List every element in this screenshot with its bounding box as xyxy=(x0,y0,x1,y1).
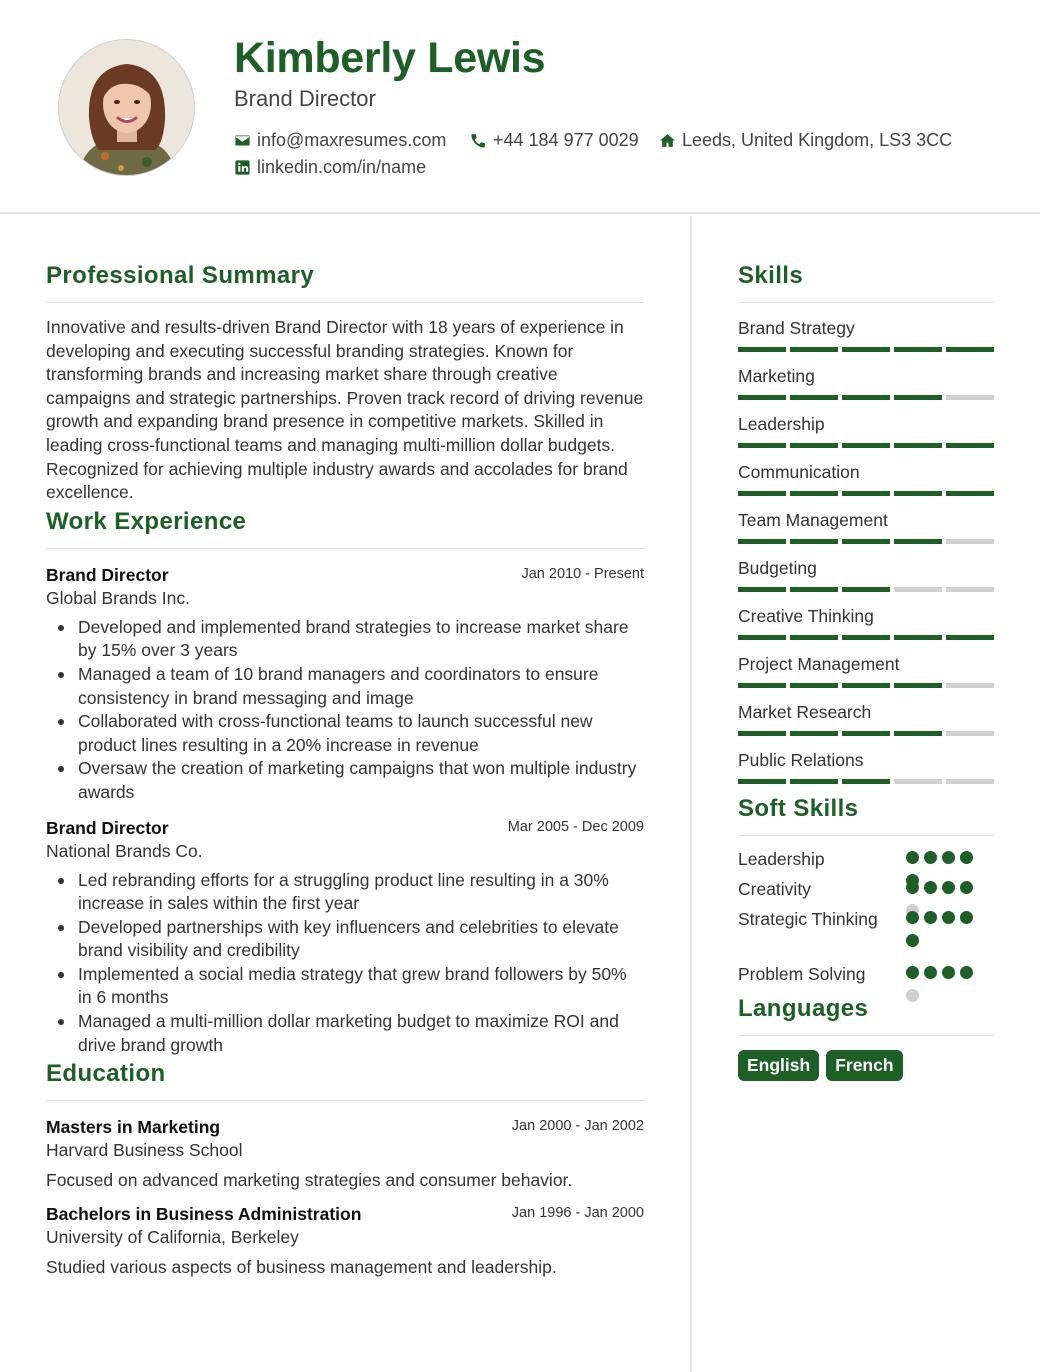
contact-phone[interactable] xyxy=(470,129,639,151)
skill-level-segment xyxy=(842,491,890,496)
skill-item xyxy=(738,413,994,448)
skill-level-bar xyxy=(738,491,994,496)
rating-dot xyxy=(924,911,937,924)
skill-level-segment xyxy=(894,635,942,640)
skill-level-segment xyxy=(946,395,994,400)
job-bullet: Developed and implemented brand strategies to increase market share by 15% over 3 years xyxy=(46,616,644,663)
main-column xyxy=(46,216,644,1279)
rating-dot xyxy=(906,911,919,924)
rating-dot xyxy=(942,851,955,864)
job-date: Jan 2010 - Present xyxy=(521,565,644,582)
job-entry xyxy=(46,564,644,805)
skill-level-segment xyxy=(946,539,994,544)
skill-item xyxy=(738,509,994,544)
skill-level-segment xyxy=(790,491,838,496)
rating-dot xyxy=(960,851,973,864)
rating-dot xyxy=(960,966,973,979)
education-entry xyxy=(46,1203,644,1279)
skill-level-segment xyxy=(842,731,890,736)
contact-phone-text: +44 184 977 0029 xyxy=(493,130,639,150)
soft-skill-name: Problem Solving xyxy=(738,964,866,984)
job-company: Global Brands Inc. xyxy=(46,587,190,608)
soft-skill-name: Strategic Thinking xyxy=(738,909,878,929)
skill-level-segment xyxy=(790,395,838,400)
skill-level-segment xyxy=(842,539,890,544)
rating-dot xyxy=(906,934,919,947)
skill-level-segment xyxy=(738,443,786,448)
skill-level-segment xyxy=(894,587,942,592)
skill-level-segment xyxy=(894,443,942,448)
skill-level-segment xyxy=(738,779,786,784)
rating-dot xyxy=(924,851,937,864)
education-date: Jan 1996 - Jan 2000 xyxy=(511,1205,644,1222)
skill-item xyxy=(738,461,994,496)
skill-level-segment xyxy=(842,587,890,592)
summary-text: Innovative and results-driven Brand Director with 18 years of experience in developing and executing successful branding strategies. Known for transforming brands and increasing market share through creative campaigns and strategic partnerships. Proven track record of driving revenue growth and expanding brand presence in competitive markets. Skilled in leading cross-functional teams and managing multi-million dollar budgets. Recognized for achieving multiple industry awards and accolades for brand excellence. xyxy=(46,317,644,503)
language-tag: French xyxy=(826,1050,902,1081)
contact-location-text: Leeds, United Kingdom, LS3 3CC xyxy=(682,130,953,150)
skills-title: Skills xyxy=(738,262,804,289)
skill-level-segment xyxy=(790,347,838,352)
skill-level-segment xyxy=(738,539,786,544)
skill-level-segment xyxy=(946,491,994,496)
soft-skill-item xyxy=(738,847,994,877)
soft-skills-section xyxy=(738,794,994,992)
section-rule xyxy=(738,302,994,303)
skill-name: Brand Strategy xyxy=(738,318,855,338)
skill-level-segment xyxy=(894,731,942,736)
skill-name: Communication xyxy=(738,462,860,482)
skill-level-segment xyxy=(946,587,994,592)
language-tag: English xyxy=(738,1050,819,1081)
education-description: Studied various aspects of business management and leadership. xyxy=(46,1257,557,1278)
skill-level-bar xyxy=(738,587,994,592)
rating-dot xyxy=(924,966,937,979)
skill-level-segment xyxy=(894,347,942,352)
languages-list xyxy=(738,1050,994,1081)
section-rule xyxy=(738,1035,994,1036)
job-bullet: Oversaw the creation of marketing campaigns that won multiple industry awards xyxy=(46,757,644,804)
skill-level-segment xyxy=(738,491,786,496)
rating-dot xyxy=(906,881,919,894)
education-date: Jan 2000 - Jan 2002 xyxy=(511,1118,644,1135)
skill-level-bar xyxy=(738,539,994,544)
skill-name: Project Management xyxy=(738,654,900,674)
experience-section xyxy=(46,507,644,1058)
summary-title: Professional Summary xyxy=(46,262,315,289)
skill-level-segment xyxy=(842,683,890,688)
contact-email[interactable] xyxy=(234,129,446,151)
skill-item xyxy=(738,605,994,640)
education-entry xyxy=(46,1116,644,1192)
languages-title: Languages xyxy=(738,995,869,1022)
skill-level-segment xyxy=(738,731,786,736)
soft-skills-list xyxy=(738,847,994,992)
job-bullet: Led rebranding efforts for a struggling product line resulting in a 30% increase in sales within the first year xyxy=(46,869,644,916)
column-divider xyxy=(690,216,692,1372)
skill-level-segment xyxy=(790,731,838,736)
skill-level-segment xyxy=(790,779,838,784)
skill-level-segment xyxy=(842,347,890,352)
skill-level-segment xyxy=(894,395,942,400)
skill-level-segment xyxy=(738,347,786,352)
skill-name: Team Management xyxy=(738,510,888,530)
education-title: Education xyxy=(46,1060,166,1088)
skill-name: Budgeting xyxy=(738,558,817,578)
skill-level-bar xyxy=(738,683,994,688)
skill-level-segment xyxy=(946,683,994,688)
skill-level-bar xyxy=(738,779,994,784)
contact-linkedin[interactable] xyxy=(234,156,426,178)
contact-linkedin-text: linkedin.com/in/name xyxy=(257,157,427,177)
skill-level-bar xyxy=(738,395,994,400)
sidebar-column xyxy=(738,216,994,1081)
skill-item xyxy=(738,557,994,592)
linkedin-icon xyxy=(234,159,251,176)
skill-level-segment xyxy=(790,683,838,688)
skill-name: Market Research xyxy=(738,702,872,722)
skill-level-bar xyxy=(738,443,994,448)
skill-level-bar xyxy=(738,731,994,736)
rating-dot xyxy=(960,881,973,894)
section-rule xyxy=(46,548,644,549)
skill-name: Leadership xyxy=(738,414,825,434)
job-bullets xyxy=(46,616,644,805)
skill-item xyxy=(738,653,994,688)
section-rule xyxy=(738,835,994,836)
skill-level-segment xyxy=(790,539,838,544)
skill-level-segment xyxy=(946,779,994,784)
skill-level-segment xyxy=(946,731,994,736)
envelope-icon xyxy=(234,132,251,149)
job-bullet: Implemented a social media strategy that grew brand followers by 50% in 6 months xyxy=(46,963,644,1010)
school-name: University of California, Berkeley xyxy=(46,1227,299,1248)
skill-item xyxy=(738,365,994,400)
skill-level-segment xyxy=(738,395,786,400)
skill-item xyxy=(738,317,994,352)
skill-level-segment xyxy=(842,779,890,784)
soft-skills-title: Soft Skills xyxy=(738,795,859,822)
home-icon xyxy=(659,132,676,149)
skill-level-bar xyxy=(738,635,994,640)
skill-level-segment xyxy=(738,587,786,592)
skills-list xyxy=(738,317,994,784)
rating-dot xyxy=(942,911,955,924)
skill-item xyxy=(738,701,994,736)
skill-level-segment xyxy=(894,539,942,544)
skill-level-segment xyxy=(790,635,838,640)
section-rule xyxy=(46,302,644,303)
degree-title: Bachelors in Business Administration xyxy=(46,1204,362,1225)
job-company: National Brands Co. xyxy=(46,840,203,861)
soft-skill-item xyxy=(738,877,994,907)
resume-header xyxy=(0,0,1040,214)
skill-item xyxy=(738,749,994,784)
skill-name: Marketing xyxy=(738,366,815,386)
phone-icon xyxy=(470,132,487,149)
job-date: Mar 2005 - Dec 2009 xyxy=(507,818,644,835)
skill-level-segment xyxy=(894,491,942,496)
skill-level-segment xyxy=(946,635,994,640)
degree-title: Masters in Marketing xyxy=(46,1117,221,1138)
skill-name: Public Relations xyxy=(738,750,864,770)
skill-name: Creative Thinking xyxy=(738,606,874,626)
skill-level-segment xyxy=(894,779,942,784)
school-name: Harvard Business School xyxy=(46,1140,243,1161)
rating-dot xyxy=(906,851,919,864)
soft-skill-item xyxy=(738,907,994,962)
skill-level-segment xyxy=(738,635,786,640)
job-bullet: Developed partnerships with key influencers and celebrities to elevate brand visibility and credibility xyxy=(46,916,644,963)
soft-skill-rating xyxy=(906,911,986,957)
soft-skill-rating xyxy=(906,966,986,1012)
rating-dot xyxy=(924,881,937,894)
skill-level-segment xyxy=(790,587,838,592)
skill-level-segment xyxy=(946,443,994,448)
skill-level-segment xyxy=(842,635,890,640)
job-entry xyxy=(46,817,644,1058)
skills-section xyxy=(738,261,994,784)
job-bullet: Managed a multi-million dollar marketing budget to maximize ROI and drive brand growth xyxy=(46,1010,644,1057)
skill-level-bar xyxy=(738,347,994,352)
soft-skill-name: Creativity xyxy=(738,879,811,899)
skill-level-segment xyxy=(842,443,890,448)
experience-title: Work Experience xyxy=(46,507,247,535)
rating-dot xyxy=(906,989,919,1002)
skill-level-segment xyxy=(894,683,942,688)
candidate-role: Brand Director xyxy=(234,86,376,111)
section-rule xyxy=(46,1100,644,1101)
rating-dot xyxy=(906,966,919,979)
candidate-name: Kimberly Lewis xyxy=(234,34,546,82)
skill-level-segment xyxy=(738,683,786,688)
skill-level-segment xyxy=(946,347,994,352)
job-bullet: Managed a team of 10 brand managers and coordinators to ensure consistency in brand messaging and image xyxy=(46,663,644,710)
summary-section xyxy=(46,261,644,505)
job-bullet: Collaborated with cross-functional teams to launch successful new product lines resulting in a 20% increase in revenue xyxy=(46,710,644,757)
job-bullets xyxy=(46,869,644,1058)
job-title: Brand Director xyxy=(46,817,169,838)
rating-dot xyxy=(942,966,955,979)
skill-level-segment xyxy=(842,395,890,400)
rating-dot xyxy=(960,911,973,924)
education-section xyxy=(46,1059,644,1279)
skill-level-segment xyxy=(790,443,838,448)
contact-email-text: info@maxresumes.com xyxy=(257,130,447,150)
contact-location xyxy=(659,129,952,151)
job-title: Brand Director xyxy=(46,564,169,585)
soft-skill-name: Leadership xyxy=(738,849,825,869)
education-description: Focused on advanced marketing strategies and consumer behavior. xyxy=(46,1170,573,1191)
rating-dot xyxy=(942,881,955,894)
profile-photo xyxy=(58,39,195,176)
soft-skill-item xyxy=(738,962,994,992)
